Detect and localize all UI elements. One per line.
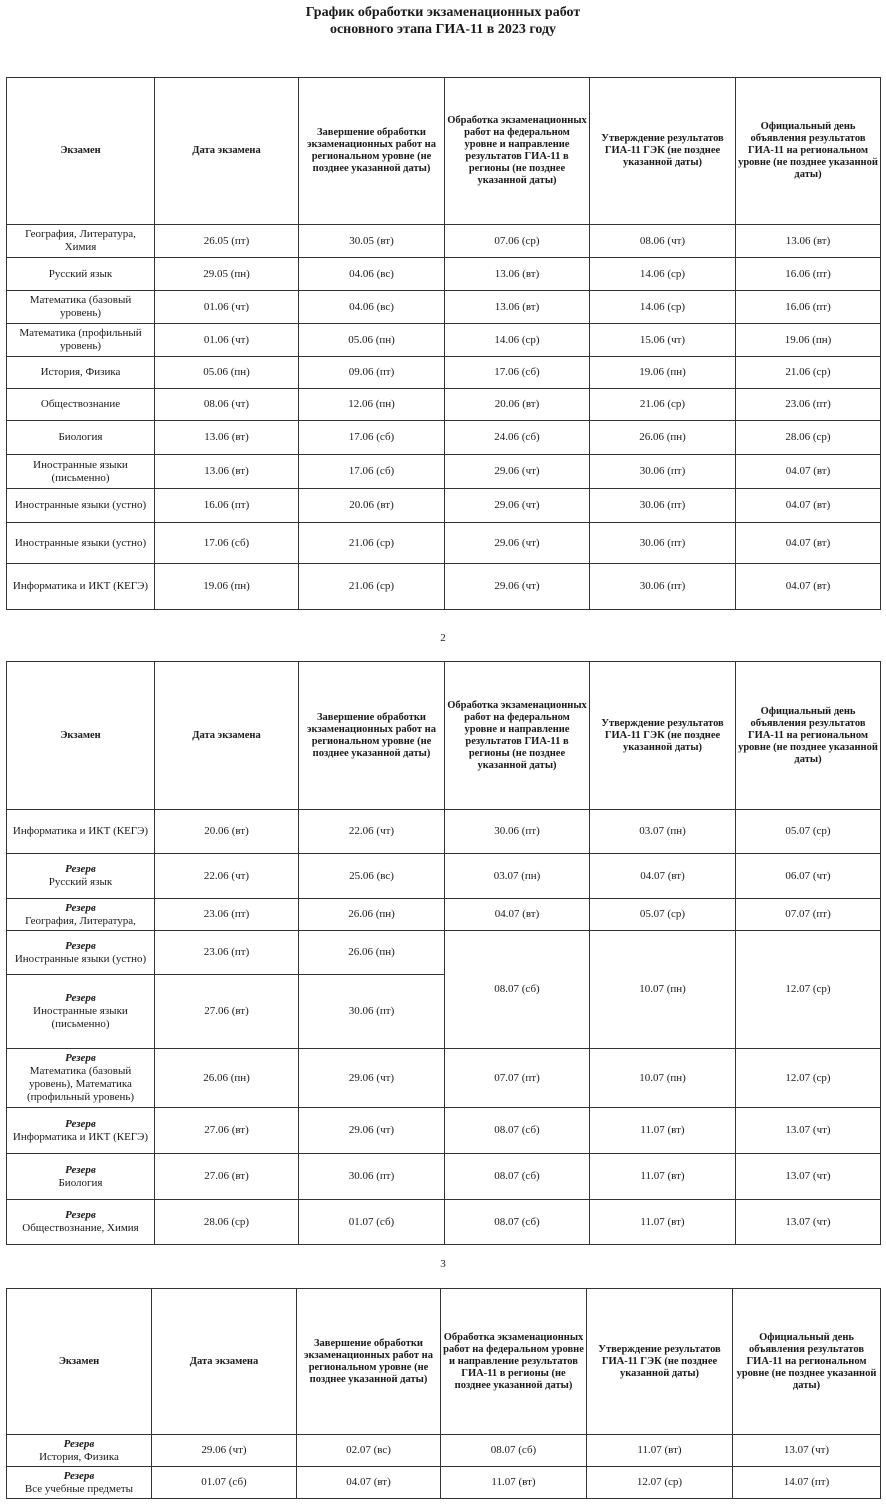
cell-announce: 04.07 (вт) [736, 564, 881, 610]
cell-approval: 05.07 (ср) [590, 899, 736, 931]
cell-exam [7, 1200, 155, 1245]
table-row [7, 854, 881, 899]
cell-announce: 23.06 (пт) [736, 389, 881, 421]
reserve-label: Резерв [65, 1052, 96, 1064]
cell-announce: 16.06 (пт) [736, 258, 881, 291]
cell-federal: 14.06 (ср) [445, 324, 590, 357]
cell-regional: 21.06 (ср) [299, 523, 445, 564]
header-regional: Завершение обработки экзаменационных работ на региональном уровне (не позднее указанной даты) [299, 662, 445, 810]
header-approval: Утверждение результатов ГИА-11 ГЭК (не позднее указанной даты) [590, 662, 736, 810]
exam-name: История, Физика [39, 1450, 119, 1463]
cell-exam [7, 899, 155, 931]
header-date: Дата экзамена [155, 78, 299, 225]
cell-federal: 17.06 (сб) [445, 357, 590, 389]
cell-federal: 29.06 (чт) [445, 489, 590, 523]
cell-exam: География, Литература, Химия [7, 225, 155, 258]
table-row [7, 421, 881, 455]
table-row [7, 1154, 881, 1200]
reserve-label: Резерв [65, 1117, 96, 1130]
cell-exam [7, 975, 155, 1049]
cell-announce: 13.06 (вт) [736, 225, 881, 258]
cell-regional: 26.06 (пн) [299, 931, 445, 975]
header-federal: Обработка экзаменационных работ на федеральном уровне и направление результатов ГИА-11 в регионы (не позднее указанной даты) [445, 662, 590, 810]
cell-announce: 19.06 (пн) [736, 324, 881, 357]
cell-exam [7, 1154, 155, 1200]
cell-approval: 03.07 (пн) [590, 810, 736, 854]
cell-regional: 26.06 (пн) [299, 899, 445, 931]
cell-date: 27.06 (вт) [155, 1154, 299, 1200]
cell-date: 26.05 (пт) [155, 225, 299, 258]
cell-approval: 30.06 (пт) [590, 489, 736, 523]
cell-federal: 08.07 (сб) [441, 1435, 587, 1467]
reserve-label: Резерв [65, 939, 96, 952]
cell-date: 29.06 (чт) [152, 1435, 297, 1467]
cell-regional: 17.06 (сб) [299, 455, 445, 489]
table-row [7, 357, 881, 389]
cell-federal: 08.07 (сб) [445, 931, 590, 1049]
table-row [7, 523, 881, 564]
header-announce: Официальный день объявления результатов ГИА-11 на региональном уровне (не позднее указанной даты) [733, 1289, 881, 1435]
reserve-label: Резерв [65, 1163, 96, 1176]
cell-regional: 04.07 (вт) [297, 1467, 441, 1499]
table-row [7, 810, 881, 854]
cell-date: 01.07 (сб) [152, 1467, 297, 1499]
cell-approval: 26.06 (пн) [590, 421, 736, 455]
cell-announce: 04.07 (вт) [736, 489, 881, 523]
cell-approval: 30.06 (пт) [590, 564, 736, 610]
cell-exam: Обществознание [7, 389, 155, 421]
cell-exam [7, 931, 155, 975]
cell-approval: 11.07 (вт) [590, 1108, 736, 1154]
cell-federal: 07.07 (пт) [445, 1049, 590, 1108]
cell-date: 16.06 (пт) [155, 489, 299, 523]
reserve-label: Резерв [63, 1469, 95, 1482]
title-line-1: График обработки экзаменационных работ [305, 5, 581, 20]
cell-federal: 08.07 (сб) [445, 1200, 590, 1245]
exam-name: Иностранные языки (письменно) [33, 1005, 128, 1030]
cell-exam: Иностранные языки (устно) [7, 489, 155, 523]
cell-regional: 30.06 (пт) [299, 1154, 445, 1200]
cell-approval: 30.06 (пт) [590, 523, 736, 564]
header-federal: Обработка экзаменационных работ на федеральном уровне и направление результатов ГИА-11 в регионы (не позднее указанной даты) [441, 1289, 587, 1435]
exam-name: География, Литература, [25, 914, 136, 927]
cell-federal: 29.06 (чт) [445, 455, 590, 489]
exam-name: Биология [58, 1176, 103, 1189]
cell-approval: 21.06 (ср) [590, 389, 736, 421]
table-row [7, 1467, 881, 1499]
header-exam: Экзамен [7, 662, 155, 810]
exam-name: Иностранные языки (устно) [14, 952, 147, 965]
schedule-table-1 [6, 77, 881, 610]
cell-date: 08.06 (чт) [155, 389, 299, 421]
page-number-2: 2 [440, 632, 446, 644]
cell-exam: Иностранные языки (устно) [7, 523, 155, 564]
cell-announce: 13.07 (чт) [736, 1200, 881, 1245]
cell-federal: 03.07 (пн) [445, 854, 590, 899]
exam-name: Информатика и ИКТ (КЕГЭ) [12, 1130, 149, 1143]
cell-announce: 13.07 (чт) [733, 1435, 881, 1467]
cell-approval: 11.07 (вт) [590, 1200, 736, 1245]
cell-regional: 30.05 (вт) [299, 225, 445, 258]
cell-announce: 13.07 (чт) [736, 1108, 881, 1154]
header-date: Дата экзамена [152, 1289, 297, 1435]
cell-date: 26.06 (пн) [155, 1049, 299, 1108]
cell-date: 19.06 (пн) [155, 564, 299, 610]
header-date: Дата экзамена [155, 662, 299, 810]
exam-name: Математика (базовый уровень), Математика (профильный уровень) [26, 1065, 135, 1103]
cell-exam [7, 1049, 155, 1108]
cell-regional: 12.06 (пн) [299, 389, 445, 421]
cell-announce: 07.07 (пт) [736, 899, 881, 931]
cell-exam [7, 1108, 155, 1154]
cell-exam: Математика (профильный уровень) [7, 324, 155, 357]
table-row [7, 1435, 881, 1467]
cell-approval: 19.06 (пн) [590, 357, 736, 389]
cell-date: 22.06 (чт) [155, 854, 299, 899]
cell-regional: 25.06 (вс) [299, 854, 445, 899]
header-regional: Завершение обработки экзаменационных работ на региональном уровне (не позднее указанной даты) [297, 1289, 441, 1435]
cell-approval: 14.06 (ср) [590, 291, 736, 324]
cell-announce: 05.07 (ср) [736, 810, 881, 854]
table-row [7, 899, 881, 931]
cell-approval: 15.06 (чт) [590, 324, 736, 357]
cell-exam: Биология [7, 421, 155, 455]
cell-regional: 02.07 (вс) [297, 1435, 441, 1467]
cell-regional: 09.06 (пт) [299, 357, 445, 389]
cell-federal: 13.06 (вт) [445, 291, 590, 324]
table-header-row [7, 1289, 881, 1435]
table-row [7, 931, 881, 975]
cell-date: 20.06 (вт) [155, 810, 299, 854]
schedule-table-3 [6, 1288, 881, 1499]
reserve-label: Резерв [65, 992, 96, 1004]
cell-regional: 30.06 (пт) [299, 975, 445, 1049]
cell-regional: 21.06 (ср) [299, 564, 445, 610]
reserve-label: Резерв [65, 901, 96, 914]
cell-announce: 28.06 (ср) [736, 421, 881, 455]
cell-announce: 12.07 (ср) [736, 931, 881, 1049]
cell-date: 23.06 (пт) [155, 899, 299, 931]
cell-approval: 11.07 (вт) [587, 1435, 733, 1467]
cell-federal: 29.06 (чт) [445, 523, 590, 564]
cell-exam: Русский язык [7, 258, 155, 291]
cell-announce: 21.06 (ср) [736, 357, 881, 389]
cell-date: 13.06 (вт) [155, 421, 299, 455]
cell-announce: 16.06 (пт) [736, 291, 881, 324]
header-announce: Официальный день объявления результатов ГИА-11 на региональном уровне (не позднее указанной даты) [736, 78, 881, 225]
cell-regional: 04.06 (вс) [299, 258, 445, 291]
table-row [7, 389, 881, 421]
cell-federal: 08.07 (сб) [445, 1154, 590, 1200]
header-approval: Утверждение результатов ГИА-11 ГЭК (не позднее указанной даты) [590, 78, 736, 225]
cell-date: 01.06 (чт) [155, 324, 299, 357]
cell-announce: 04.07 (вт) [736, 455, 881, 489]
cell-approval: 04.07 (вт) [590, 854, 736, 899]
cell-federal: 20.06 (вт) [445, 389, 590, 421]
cell-date: 17.06 (сб) [155, 523, 299, 564]
reserve-label: Резерв [63, 1437, 95, 1450]
header-federal: Обработка экзаменационных работ на федеральном уровне и направление результатов ГИА-11 в регионы (не позднее указанной даты) [445, 78, 590, 225]
cell-federal: 07.06 (ср) [445, 225, 590, 258]
table-row [7, 1200, 881, 1245]
reserve-label: Резерв [65, 1209, 96, 1221]
header-exam: Экзамен [7, 78, 155, 225]
cell-federal: 04.07 (вт) [445, 899, 590, 931]
header-announce: Официальный день объявления результатов ГИА-11 на региональном уровне (не позднее указанной даты) [736, 662, 881, 810]
cell-date: 27.06 (вт) [155, 1108, 299, 1154]
table-row [7, 1108, 881, 1154]
cell-date: 28.06 (ср) [155, 1200, 299, 1245]
cell-approval: 11.07 (вт) [590, 1154, 736, 1200]
exam-name: Все учебные предметы [24, 1482, 134, 1495]
table-header-row [7, 78, 881, 225]
cell-federal: 11.07 (вт) [441, 1467, 587, 1499]
cell-exam [7, 1435, 152, 1467]
cell-federal: 13.06 (вт) [445, 258, 590, 291]
cell-announce: 12.07 (ср) [736, 1049, 881, 1108]
cell-announce: 06.07 (чт) [736, 854, 881, 899]
cell-approval: 12.07 (ср) [587, 1467, 733, 1499]
table-row [7, 1049, 881, 1108]
cell-date: 23.06 (пт) [155, 931, 299, 975]
page-number-3: 3 [440, 1258, 446, 1270]
cell-federal: 08.07 (сб) [445, 1108, 590, 1154]
cell-date: 13.06 (вт) [155, 455, 299, 489]
exam-name: Обществознание, Химия [22, 1222, 139, 1234]
cell-federal: 24.06 (сб) [445, 421, 590, 455]
table-row [7, 225, 881, 258]
cell-exam: История, Физика [7, 357, 155, 389]
cell-exam: Математика (базовый уровень) [7, 291, 155, 324]
header-exam: Экзамен [7, 1289, 152, 1435]
cell-regional: 04.06 (вс) [299, 291, 445, 324]
cell-regional: 17.06 (сб) [299, 421, 445, 455]
schedule-table-2 [6, 661, 881, 1245]
table-header-row [7, 662, 881, 810]
cell-regional: 20.06 (вт) [299, 489, 445, 523]
cell-announce: 13.07 (чт) [736, 1154, 881, 1200]
table-row [7, 291, 881, 324]
cell-exam: Информатика и ИКТ (КЕГЭ) [7, 564, 155, 610]
cell-exam [7, 854, 155, 899]
cell-federal: 30.06 (пт) [445, 810, 590, 854]
cell-approval: 10.07 (пн) [590, 931, 736, 1049]
cell-date: 27.06 (вт) [155, 975, 299, 1049]
cell-regional: 01.07 (сб) [299, 1200, 445, 1245]
reserve-label: Резерв [65, 863, 96, 875]
cell-regional: 29.06 (чт) [299, 1108, 445, 1154]
exam-name: Русский язык [48, 876, 113, 888]
cell-approval: 08.06 (чт) [590, 225, 736, 258]
table-row [7, 455, 881, 489]
cell-date: 29.05 (пн) [155, 258, 299, 291]
table-row [7, 489, 881, 523]
cell-regional: 29.06 (чт) [299, 1049, 445, 1108]
cell-date: 01.06 (чт) [155, 291, 299, 324]
cell-regional: 22.06 (чт) [299, 810, 445, 854]
cell-federal: 29.06 (чт) [445, 564, 590, 610]
header-approval: Утверждение результатов ГИА-11 ГЭК (не позднее указанной даты) [587, 1289, 733, 1435]
table-row [7, 258, 881, 291]
table-row [7, 324, 881, 357]
header-regional: Завершение обработки экзаменационных работ на региональном уровне (не позднее указанной даты) [299, 78, 445, 225]
table-row [7, 564, 881, 610]
cell-approval: 30.06 (пт) [590, 455, 736, 489]
document-title [0, 4, 886, 38]
cell-regional: 05.06 (пн) [299, 324, 445, 357]
cell-approval: 14.06 (ср) [590, 258, 736, 291]
title-line-2: основного этапа ГИА-11 в 2023 году [329, 22, 557, 37]
cell-date: 05.06 (пн) [155, 357, 299, 389]
cell-exam: Информатика и ИКТ (КЕГЭ) [7, 810, 155, 854]
cell-approval: 10.07 (пн) [590, 1049, 736, 1108]
cell-announce: 04.07 (вт) [736, 523, 881, 564]
cell-announce: 14.07 (пт) [733, 1467, 881, 1499]
cell-exam [7, 1467, 152, 1499]
cell-exam: Иностранные языки (письменно) [7, 455, 155, 489]
